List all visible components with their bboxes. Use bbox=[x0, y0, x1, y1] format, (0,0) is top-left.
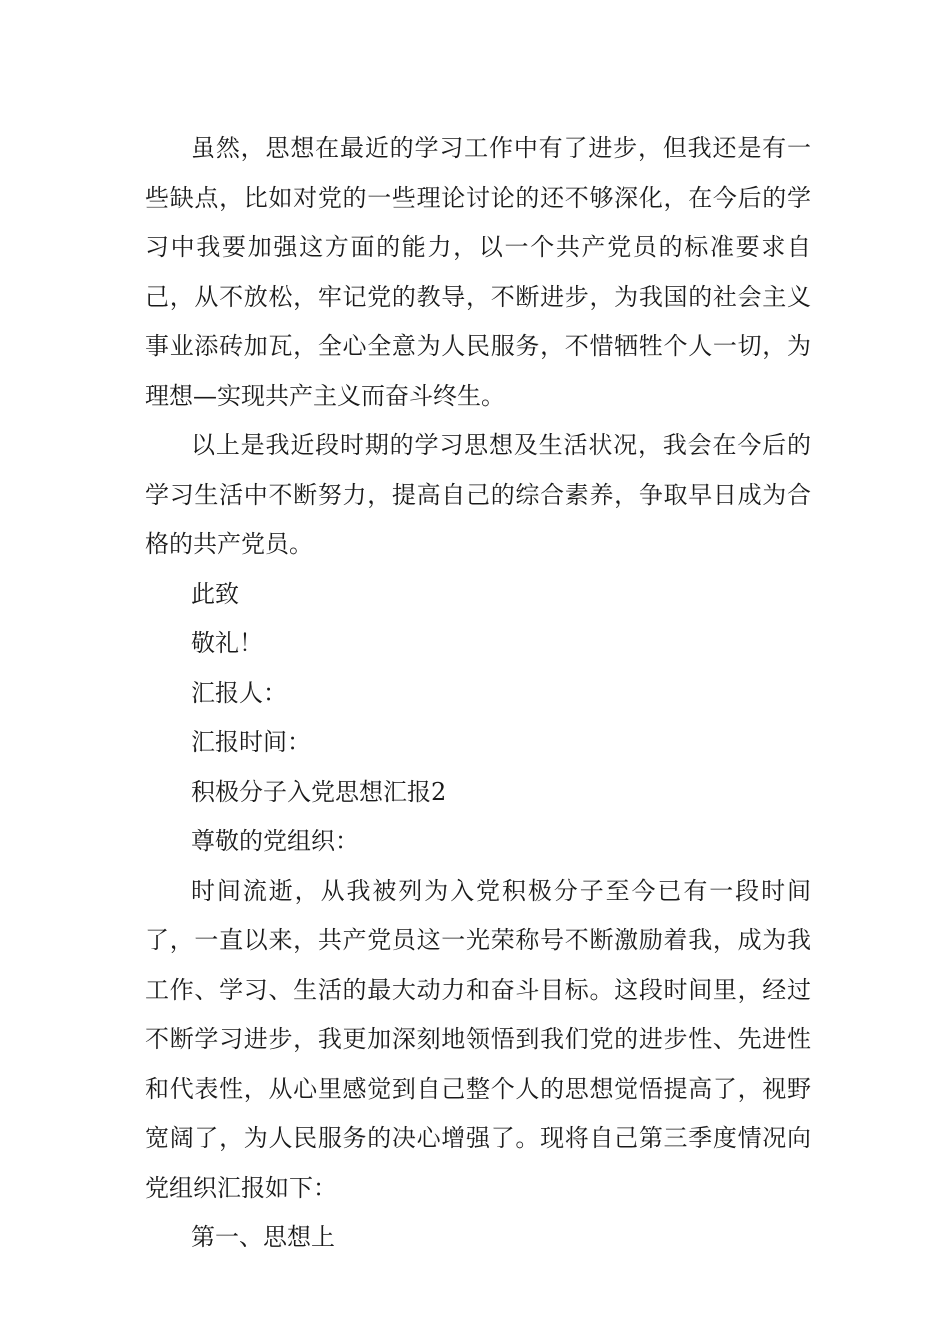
greeting-line: 尊敬的党组织： bbox=[191, 827, 359, 855]
report-time-label: 汇报时间： bbox=[191, 728, 311, 756]
paragraph-shortcomings: 虽然，思想在最近的学习工作中有了进步，但我还是有一些缺点，比如对党的一些理论讨论的还不够深化，在今后的学习中我要加强这方面的能力，以一个共产党员的标准要求自己，从不放松，牢记党的教导，不断进步，为我国的社会主义事业添砖加瓦，全心全意为人民服务，不惜牺牲个人一切，为理想—实现共产主义而奋斗终生。 bbox=[145, 134, 811, 410]
salute-line: 敬礼！ bbox=[191, 629, 263, 657]
subheading-thought: 第一、思想上 bbox=[191, 1223, 335, 1251]
paragraph-introduction: 时间流逝，从我被列为入党积极分子至今已有一段时间了，一直以来，共产党员这一光荣称号不断激励着我，成为我工作、学习、生活的最大动力和奋斗目标。这段时间里，经过不断学习进步，我更加深刻地领悟到我们党的进步性、先进性和代表性，从心里感觉到自己整个人的思想觉悟提高了，视野宽阔了，为人民服务的决心增强了。现将自己第三季度情况向党组织汇报如下： bbox=[145, 876, 811, 1202]
closing-line: 此致 bbox=[191, 579, 239, 608]
section-title: 积极分子入党思想汇报2 bbox=[191, 777, 447, 806]
reporter-label: 汇报人： bbox=[191, 678, 287, 707]
document-page bbox=[145, 124, 811, 1263]
paragraph-summary: 以上是我近段时期的学习思想及生活状况，我会在今后的学习生活中不断努力，提高自己的综合素养，争取早日成为合格的共产党员。 bbox=[145, 431, 811, 558]
